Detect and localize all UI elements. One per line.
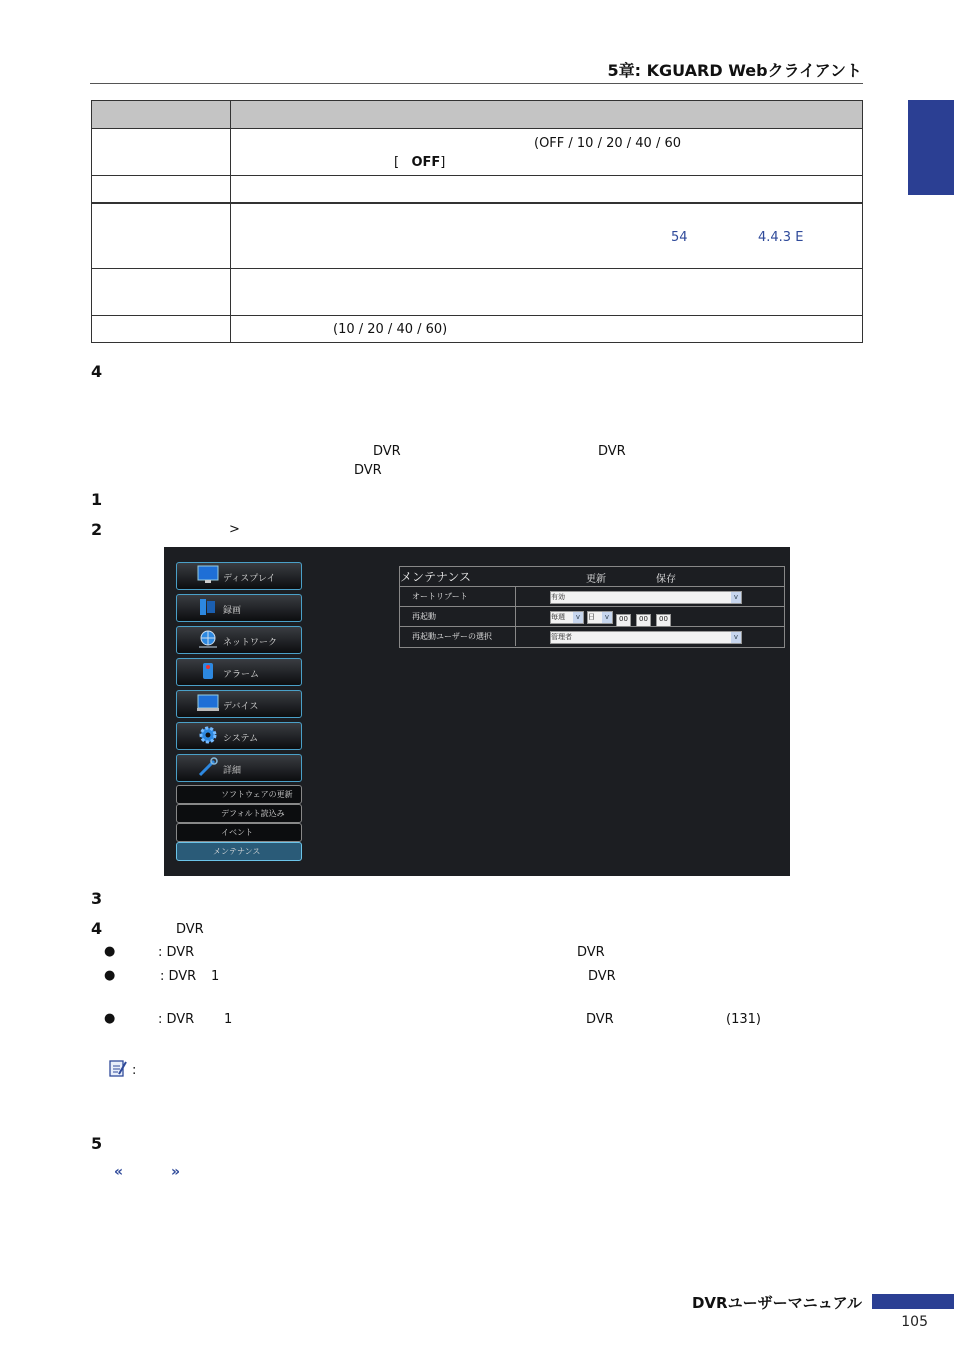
table-row — [92, 269, 863, 316]
step-number: 2 — [91, 520, 103, 539]
auto-reboot-select[interactable]: 有効 v — [550, 591, 742, 604]
header-rule — [90, 83, 863, 84]
note-colon: : — [132, 1063, 137, 1078]
submenu-event[interactable]: イベント — [176, 823, 302, 842]
step-number: 4 — [91, 919, 103, 938]
table-cell-text: (OFF / 10 / 20 / 40 / 60 — [534, 136, 682, 151]
table-header-row — [92, 101, 863, 129]
bullet-text: DVR — [588, 969, 616, 984]
device-icon — [197, 693, 219, 713]
gear-icon — [197, 725, 219, 745]
menu-system-button[interactable]: システム — [176, 722, 302, 750]
maintenance-screenshot — [164, 547, 790, 876]
bullet-text: : DVR — [160, 969, 197, 984]
bullet-dot: ● — [104, 1011, 116, 1026]
wrench-icon — [197, 757, 219, 777]
chevron-down-icon: v — [573, 612, 583, 623]
bullet-text: : DVR — [158, 945, 195, 960]
section-number: 4 — [91, 362, 103, 381]
table-row — [92, 176, 863, 203]
step-text: DVR — [176, 922, 204, 937]
bullet-text: DVR — [577, 945, 605, 960]
chevron-down-icon: v — [731, 632, 741, 643]
maintenance-panel — [399, 566, 785, 648]
page-number: 105 — [901, 1314, 928, 1330]
footer-bar — [872, 1294, 954, 1309]
auto-reboot-row: オートリブート 有効 v — [400, 586, 784, 606]
table-cell-text: [ OFF] — [394, 155, 446, 170]
menu-record-button[interactable]: 録画 — [176, 594, 302, 622]
prev-link[interactable]: « — [114, 1164, 124, 1180]
manual-title: DVRユーザーマニュアル — [691, 1294, 862, 1312]
step-text: > — [229, 522, 240, 537]
chapter-title: 5章: KGUARD Webクライアント — [607, 61, 862, 80]
monitor-icon — [197, 565, 219, 585]
table-row — [92, 203, 863, 269]
chevron-down-icon: v — [731, 592, 741, 603]
update-button[interactable]: 更新 — [586, 574, 606, 585]
body-text: DVR — [373, 444, 401, 459]
bullet-text: 1 — [224, 1012, 233, 1027]
step-number: 3 — [91, 889, 103, 908]
reboot-second-input[interactable]: 00 — [656, 614, 671, 627]
step-number: 5 — [91, 1134, 103, 1153]
menu-display-button[interactable]: ディスプレイ — [176, 562, 302, 590]
next-link[interactable]: » — [171, 1164, 181, 1180]
record-icon — [197, 597, 219, 617]
note-icon — [108, 1058, 128, 1078]
bullet-dot: ● — [104, 968, 116, 983]
save-button[interactable]: 保存 — [656, 574, 676, 585]
submenu-software-update[interactable]: ソフトウェアの更新 — [176, 785, 302, 804]
body-text: DVR — [598, 444, 626, 459]
reboot-user-row: 再起動ユーザーの選択 管理者 v — [400, 626, 784, 646]
table-row — [92, 316, 863, 343]
step-number: 1 — [91, 490, 103, 509]
body-text: DVR — [354, 463, 382, 478]
menu-alarm-button[interactable]: アラーム — [176, 658, 302, 686]
table-cell-text: (10 / 20 / 40 / 60) — [333, 322, 448, 337]
settings-table — [91, 100, 863, 343]
reboot-hour-input[interactable]: 00 — [616, 614, 631, 627]
network-icon — [197, 629, 219, 649]
alarm-icon — [197, 661, 219, 681]
chevron-down-icon: v — [602, 612, 612, 623]
reboot-frequency-select[interactable]: 毎週 v — [550, 611, 584, 624]
reboot-minute-input[interactable]: 00 — [636, 614, 651, 627]
chapter-side-tab — [908, 100, 954, 195]
page-link[interactable]: 54 — [671, 229, 688, 245]
bullet-text: (131) — [726, 1012, 761, 1027]
section-link[interactable]: 4.4.3 E — [758, 229, 804, 245]
reboot-user-select[interactable]: 管理者 v — [550, 631, 742, 644]
reboot-row: 再起動 毎週 v 日 v 00 00 00 — [400, 606, 784, 626]
bullet-text: : DVR — [158, 1012, 195, 1027]
submenu-load-default[interactable]: デフォルト読込み — [176, 804, 302, 823]
panel-title: メンテナンス — [400, 570, 472, 584]
reboot-day-select[interactable]: 日 v — [587, 611, 613, 624]
bullet-text: 1 — [211, 969, 220, 984]
menu-network-button[interactable]: ネットワーク — [176, 626, 302, 654]
table-row — [92, 129, 863, 176]
menu-advanced-button[interactable]: 詳細 — [176, 754, 302, 782]
bullet-dot: ● — [104, 944, 116, 959]
submenu-maintenance[interactable]: メンテナンス — [176, 842, 302, 861]
menu-device-button[interactable]: デバイス — [176, 690, 302, 718]
bullet-text: DVR — [586, 1012, 614, 1027]
